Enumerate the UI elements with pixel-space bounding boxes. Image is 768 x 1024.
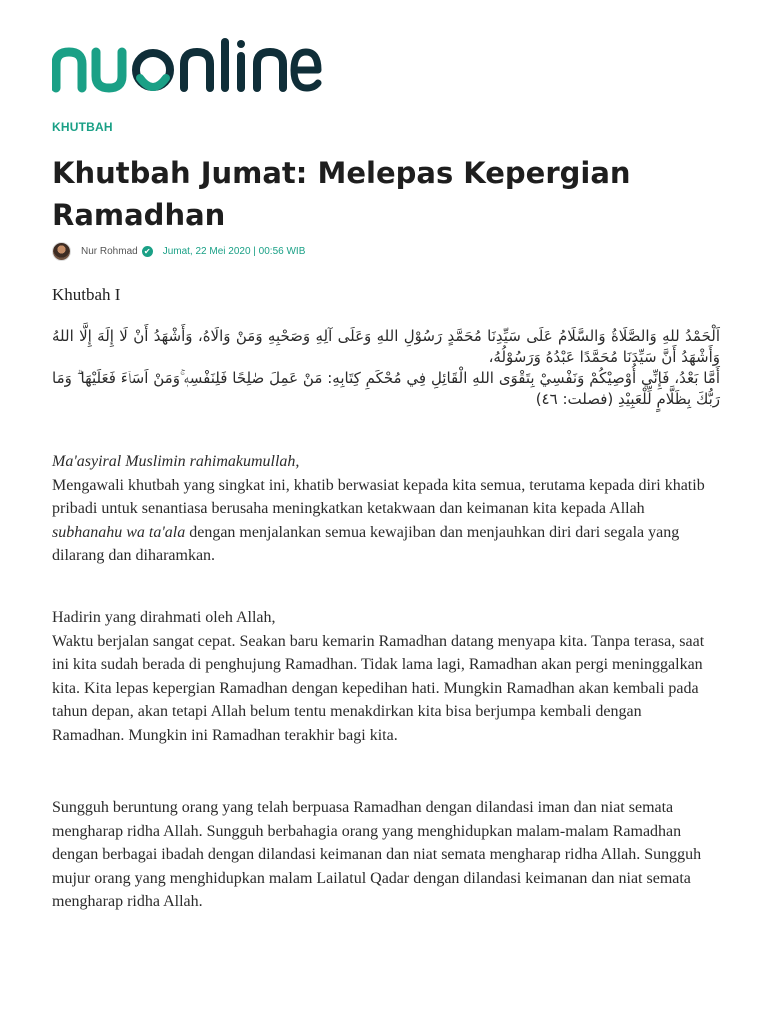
- italic-phrase: subhanahu wa ta'ala: [52, 523, 186, 541]
- paragraph-1: [52, 450, 716, 568]
- author-avatar[interactable]: [52, 242, 71, 261]
- paragraph-2-text: Waktu berjalan sangat cepat. Seakan baru kemarin Ramadhan datang menyapa kita. Tanpa terasa, saat ini kita sudah berada di penghujung Ramadhan. Tidak lama lagi, Ramadhan akan pergi meninggalkan kita. Kita lepas kepergian Ramadhan dengan kepedihan hati. Mungkin Ramadhan akan kembali pada tahun depan, akan tetapi Allah belum tentu menakdirkan kita bisa berjumpa kembali dengan Ramadhan. Mungkin ini Ramadhan terakhir bagi kita.: [52, 632, 705, 744]
- section-label: Khutbah I: [52, 285, 121, 304]
- paragraph-1-text-start: Mengawali khutbah yang singkat ini, khatib berwasiat kepada kita semua, terutama kepada diri khatib pribadi untuk senantiasa berusaha meningkatkan ketakwaan dan keimanan kita kepada Allah: [52, 476, 705, 517]
- arabic-line-1: اَلْحَمْدُ للهِ وَالصَّلَاةُ وَالسَّلَامُ عَلَى سَيِّدِنَا مُحَمَّدٍ رَسُوْلِ اللهِ وَعَلَى آلِهِ وَصَحْبِهِ وَمَنْ وَالَاهُ، وَأَشْهَدُ أَنْ لَا إِلَهَ إِلَّا اللهُ وَأَشْهَدُ أَنَّ سَيِّدَنَا مُحَمَّدًا عَبْدُهُ وَرَسُوْلُهُ،: [52, 327, 720, 366]
- author-name[interactable]: Nur Rohmad: [81, 245, 138, 257]
- publish-date: Jumat, 22 Mei 2020 | 00:56 WIB: [162, 245, 306, 257]
- arabic-line-2: أَمَّا بَعْدُ، فَإِنِّي أُوْصِيْكُمْ وَنَفْسِيْ بِتَقْوَى اللهِ الْقَائِلِ فِي مُحْكَمِ كِتَابِهِ: مَنْ عَمِلَ صٰلِحًا فَلِنَفْسِهٖ ۚوَمَنْ اَسَاۤءَ فَعَلَيْهَا ۗ وَمَا رَبُّكَ بِظَلَّامٍ لِّلْعَبِيْدِ (فصلت: ٤٦): [52, 369, 720, 408]
- paragraph-3: [52, 796, 716, 914]
- verified-check-icon: ✔: [142, 246, 153, 257]
- salutation-1: Ma'asyiral Muslimin rahimakumullah,: [52, 453, 300, 470]
- salutation-2: Hadirin yang dirahmati oleh Allah,: [52, 609, 276, 626]
- paragraph-3-text: Sungguh beruntung orang yang telah berpuasa Ramadhan dengan dilandasi iman dan niat semata mengharap ridha Allah. Sungguh berbahagia orang yang menghidupkan malam-malam Ramadhan dengan berbagai ibadah dengan dilandasi keimanan dan niat semata mengharap ridha Allah. Sungguh mujur orang yang menghidupkan malam Lailatul Qadar dengan dilandasi keimanan dan niat semata mengharap ridha Allah.: [52, 799, 702, 910]
- nuonline-logo[interactable]: [52, 38, 322, 98]
- paragraph-2: [52, 606, 716, 747]
- paragraph-1-text-end: dengan menjalankan semua kewajiban dan menjauhkan diri dari segala yang dilarang dan diharamkan.: [52, 523, 680, 564]
- nuonline-logo-icon: [52, 38, 322, 98]
- article-meta: [52, 241, 305, 261]
- arabic-opening: [52, 326, 720, 410]
- paragraph-1-text: [52, 474, 716, 568]
- article-title: Khutbah Jumat: Melepas Kepergian Ramadhan: [52, 156, 631, 232]
- category-label[interactable]: KHUTBAH: [52, 120, 113, 134]
